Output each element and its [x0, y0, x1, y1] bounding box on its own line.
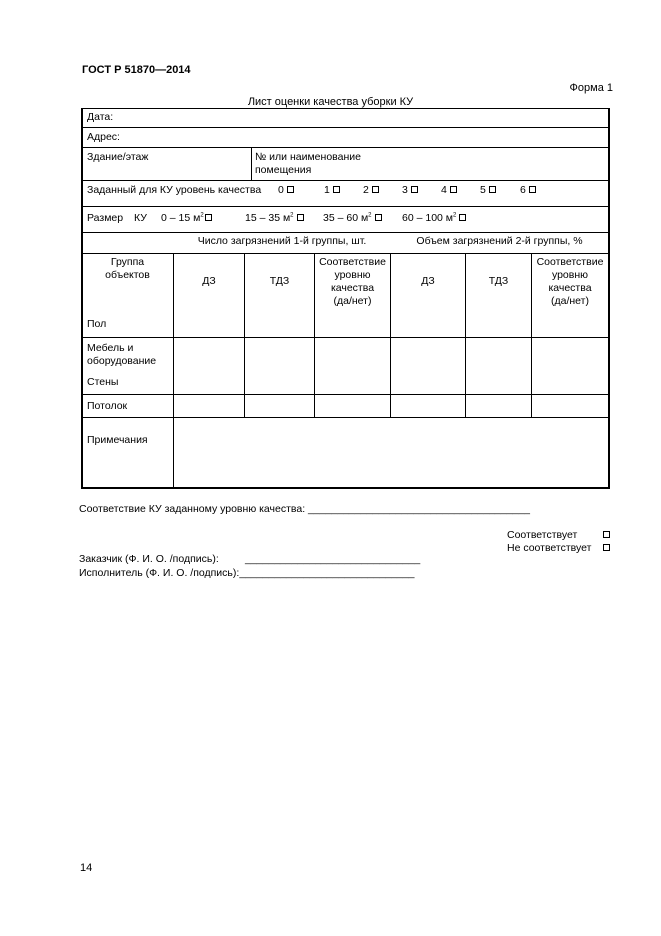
not-conforms-checkbox-icon[interactable] — [603, 544, 610, 551]
size-unit-label: КУ — [134, 212, 147, 224]
row-walls: Стены — [87, 376, 119, 388]
conformity-input-line[interactable]: ______________________________________ — [308, 503, 530, 515]
checkbox-icon[interactable] — [375, 214, 382, 221]
col-header-group-line1: Группа — [110, 256, 145, 268]
form-bottom-border — [81, 487, 610, 489]
room-label-line2: помещения — [255, 164, 312, 176]
size-option-60-100[interactable] — [402, 212, 466, 224]
size-option-0-15[interactable] — [161, 212, 212, 224]
checkbox-icon[interactable] — [489, 186, 496, 193]
col-header-tdz-1: ТДЗ — [269, 275, 290, 287]
size-sup: 2 — [453, 212, 457, 219]
notes-field[interactable] — [174, 418, 608, 486]
quality-level-1-label: 1 — [324, 184, 330, 196]
size-sup: 2 — [368, 212, 372, 219]
quality-level-4-label: 4 — [441, 184, 447, 196]
checkbox-icon[interactable] — [411, 186, 418, 193]
row-divider — [82, 232, 609, 233]
row-furniture-line1: Мебель и — [87, 342, 134, 354]
quality-level-row — [87, 184, 261, 196]
quality-level-0[interactable] — [278, 184, 294, 196]
row-floor: Пол — [87, 318, 107, 330]
conformity-label: Соответствие КУ заданному уровню качества: — [79, 503, 306, 515]
checkbox-icon[interactable] — [287, 186, 294, 193]
room-label-line1: № или наименование — [255, 151, 361, 163]
row-divider — [82, 253, 609, 254]
address-field[interactable]: Адрес: — [87, 131, 120, 143]
match-line: (да/нет) — [333, 295, 372, 307]
size-option-label: 15 – 35 м — [245, 212, 291, 224]
form-top-border — [82, 108, 609, 109]
quality-level-5-label: 5 — [480, 184, 486, 196]
group1-header: Число загрязнений 1-й группы, шт. — [197, 235, 367, 247]
col-divider — [251, 147, 252, 180]
checkbox-icon[interactable] — [372, 186, 379, 193]
quality-level-1[interactable] — [324, 184, 340, 196]
customer-label: Заказчик (Ф. И. О. /подпись): — [79, 553, 219, 565]
row-furniture — [87, 342, 156, 368]
col-header-match-1 — [315, 256, 390, 308]
row-notes: Примечания — [87, 434, 148, 446]
form-left-border — [81, 108, 83, 489]
not-conforms-label: Не соответствует — [507, 542, 592, 554]
size-sup: 2 — [200, 212, 204, 219]
row-divider — [82, 337, 609, 338]
size-option-label: 60 – 100 м — [402, 212, 454, 224]
col-header-group-line2: объектов — [105, 269, 150, 281]
customer-signature-line[interactable]: ______________________________ — [245, 553, 421, 565]
size-label: Размер — [87, 212, 124, 224]
conforms-label: Соответствует — [507, 529, 578, 541]
quality-level-label: Заданный для КУ уровень качества — [87, 184, 262, 196]
building-floor-field[interactable]: Здание/этаж — [87, 151, 149, 163]
match-line: уровню — [334, 269, 371, 281]
quality-level-0-label: 0 — [278, 184, 284, 196]
row-divider — [82, 394, 609, 395]
quality-level-3[interactable] — [402, 184, 418, 196]
checkbox-icon[interactable] — [450, 186, 457, 193]
date-field[interactable]: Дата: — [87, 111, 114, 123]
col-header-dz-1: ДЗ — [202, 275, 216, 287]
conforms-checkbox-icon[interactable] — [603, 531, 610, 538]
size-option-15-35[interactable] — [245, 212, 304, 224]
size-sup: 2 — [290, 212, 294, 219]
checkbox-icon[interactable] — [333, 186, 340, 193]
row-ceiling: Потолок — [87, 400, 128, 412]
row-divider — [82, 180, 609, 181]
form-number: Форма 1 — [569, 82, 613, 94]
executor-row — [79, 567, 415, 579]
match-line: Соответствие — [536, 256, 604, 268]
col-header-dz-2: ДЗ — [421, 275, 435, 287]
quality-level-3-label: 3 — [402, 184, 408, 196]
document-code: ГОСТ Р 51870—2014 — [82, 64, 191, 76]
col-header-group — [82, 256, 173, 282]
match-line: качества — [330, 282, 375, 294]
checkbox-icon[interactable] — [297, 214, 304, 221]
row-divider — [82, 127, 609, 128]
size-option-35-60[interactable] — [323, 212, 382, 224]
form-title: Лист оценки качества уборки КУ — [247, 96, 414, 108]
quality-level-6[interactable] — [520, 184, 536, 196]
row-divider — [82, 147, 609, 148]
page-number: 14 — [80, 862, 93, 874]
size-option-label: 0 – 15 м — [161, 212, 201, 224]
checkbox-icon[interactable] — [459, 214, 466, 221]
checkbox-icon[interactable] — [205, 214, 212, 221]
match-line: уровню — [551, 269, 589, 281]
quality-level-2-label: 2 — [363, 184, 369, 196]
match-line: (да/нет) — [551, 295, 589, 307]
group2-header: Объем загрязнений 2-й группы, % — [416, 235, 583, 247]
quality-level-2[interactable] — [363, 184, 379, 196]
col-header-tdz-2: ТДЗ — [488, 275, 509, 287]
row-divider — [82, 206, 609, 207]
quality-level-4[interactable] — [441, 184, 457, 196]
checkbox-icon[interactable] — [529, 186, 536, 193]
executor-label: Исполнитель (Ф. И. О. /подпись): — [79, 567, 240, 579]
quality-level-6-label: 6 — [520, 184, 526, 196]
size-option-label: 35 – 60 м — [323, 212, 369, 224]
conformity-row — [79, 503, 530, 515]
room-field[interactable] — [255, 151, 361, 177]
form-right-border — [608, 108, 610, 489]
match-line: Соответствие — [319, 256, 386, 268]
row-furniture-line2: оборудование — [87, 355, 157, 367]
match-line: качества — [548, 282, 592, 294]
col-header-match-2 — [532, 256, 608, 308]
executor-signature-line[interactable]: ______________________________ — [239, 567, 415, 579]
quality-level-5[interactable] — [480, 184, 496, 196]
